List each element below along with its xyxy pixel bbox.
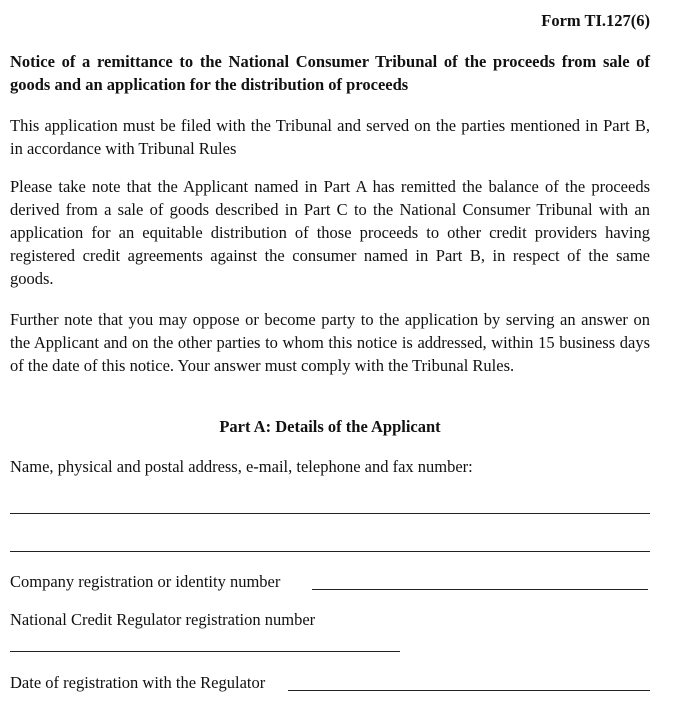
contact-details-line-2[interactable] <box>10 551 650 552</box>
company-registration-label: Company registration or identity number <box>10 572 281 591</box>
contact-details-line-1[interactable] <box>10 513 650 514</box>
contact-details-label: Name, physical and postal address, e-mail, telephone and fax number: <box>10 457 473 476</box>
ncr-registration-label: National Credit Regulator registration number <box>10 610 316 629</box>
filing-instruction-paragraph: This application must be filed with the Tribunal and served on the parties mentioned in Part B, in accordance with Tribunal Rules <box>10 116 650 158</box>
opposition-notice-paragraph: Further note that you may oppose or become party to the application by serving an answer on the Applicant and on the other parties to whom this notice is addressed, within 15 business days of the date of this notice. Your answer must comply with the Tribunal Rules. <box>10 310 650 375</box>
company-registration-field[interactable] <box>312 589 648 590</box>
part-a-title: Part A: Details of the Applicant <box>219 417 441 436</box>
registration-date-label: Date of registration with the Regulator <box>10 673 266 692</box>
form-heading: Notice of a remittance to the National Consumer Tribunal of the proceeds from sale of goods and an application for the distribution of proceeds <box>10 52 650 94</box>
ncr-registration-field[interactable] <box>10 651 400 652</box>
remittance-notice-paragraph: Please take note that the Applicant named in Part A has remitted the balance of the proceeds derived from a sale of goods described in Part C to the National Consumer Tribunal with an application for an equitable distribution of those proceeds to other credit providers having registered credit agreements against the consumer named in Part B, in respect of the same goods. <box>10 177 650 288</box>
form-number: Form TI.127(6) <box>541 11 650 30</box>
form-page <box>10 0 650 711</box>
registration-date-field[interactable] <box>288 690 650 691</box>
